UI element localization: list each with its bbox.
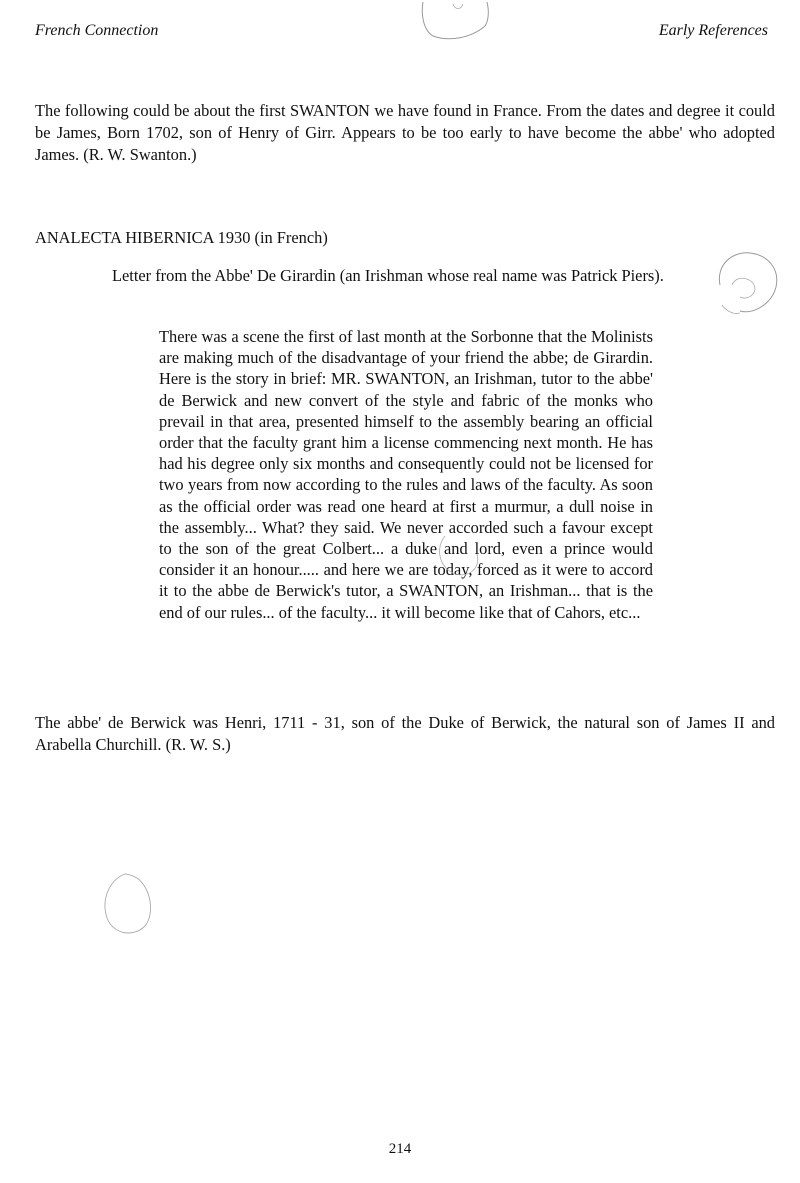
pencil-scribble-bottom: [95, 870, 165, 945]
header-left-title: French Connection: [35, 22, 159, 39]
pencil-scribble-right: [710, 245, 790, 325]
letter-heading: Letter from the Abbe' De Girardin (an Irishman whose real name was Patrick Piers).: [112, 266, 664, 285]
closing-note: The abbe' de Berwick was Henri, 1711 - 31, son of the Duke of Berwick, the natural son of James II and Arabella Churchill. (R. W. S.): [35, 713, 775, 754]
intro-paragraph: The following could be about the first SWANTON we have found in France. From the dates and degree it could be James, Born 1702, son of Henry of Girr. Appears to be too early to have become the abbe' who adopted James. (R. W. Swanton.): [35, 101, 775, 164]
header-right-title: Early References: [658, 22, 768, 39]
page-number: 214: [388, 1141, 412, 1157]
section-title: ANALECTA HIBERNICA 1930 (in French): [35, 228, 328, 247]
quoted-letter: There was a scene the first of last month at the Sorbonne that the Molinists are making much of the disadvantage of your friend the abbe; de Girardin. Here is the story in brief: MR. SWANTON, an Irishman, tutor to the abbe' de Berwick and new convert of the style and fabric of the monks who prevail in that area, presented himself to the assembly bearing an official order that the faculty grant him a license commencing next month. He has had his degree only six months and consequently could not be licensed for two years from now according to the rules and laws of the faculty. As soon as the official order was read one heard at first a murmur, a dull noise in the assembly... What? they said. We never accorded such a favour except to the son of the great Colbert... a duke and lord, even a prince would consider it an honour..... and here we are today, forced as it were to accord it to the abbe de Berwick's tutor, a SWANTON, an Irishman... that is the end of our rules... of the faculty... it will become like that of Cahors, etc...: [159, 327, 653, 622]
pencil-scribble-top: [415, 0, 495, 45]
